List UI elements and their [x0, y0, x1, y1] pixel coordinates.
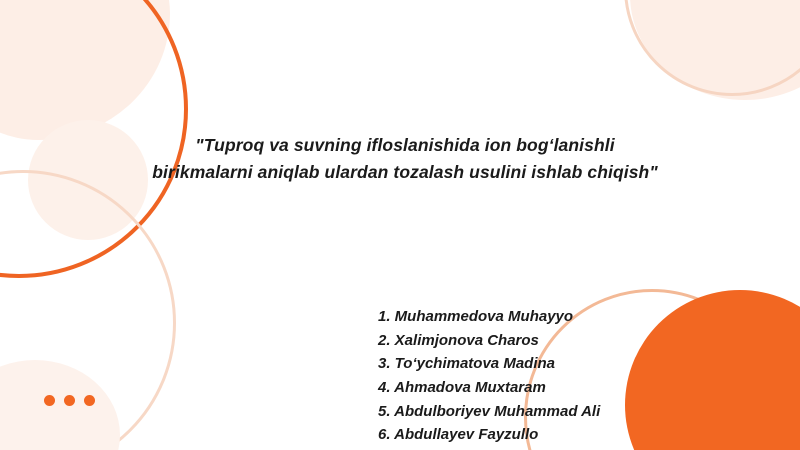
- list-item: 3. To‘ychimatova Madina: [378, 355, 555, 373]
- decorative-ring-left-light: [0, 170, 176, 450]
- decorative-dots: [44, 395, 95, 406]
- dot-icon: [44, 395, 55, 406]
- decorative-circle-top-left-small: [28, 120, 148, 240]
- list-item: 2. Xalimjonova Charos: [378, 331, 539, 349]
- decorative-blob-top-left: [0, 0, 170, 140]
- decorative-ring-top-right: [624, 0, 800, 96]
- decorative-blob-top-right: [630, 0, 800, 100]
- list-item: 6. Abdullayev Fayzullo: [378, 426, 539, 444]
- list-item: 5. Abdulboriyev Muhammad Ali: [378, 402, 601, 420]
- list-item: 4. Ahmadova Muxtaram: [378, 379, 546, 397]
- author-list: [378, 305, 778, 447]
- slide-title: "Tuproq va suvning ifloslanishida ion bog‘lanishli birikmalarni aniqlab ulardan tozalash usulini ishlab chiqish": [152, 135, 658, 182]
- dot-icon: [84, 395, 95, 406]
- list-item: 1. Muhammedova Muhayyo: [378, 308, 574, 325]
- dot-icon: [64, 395, 75, 406]
